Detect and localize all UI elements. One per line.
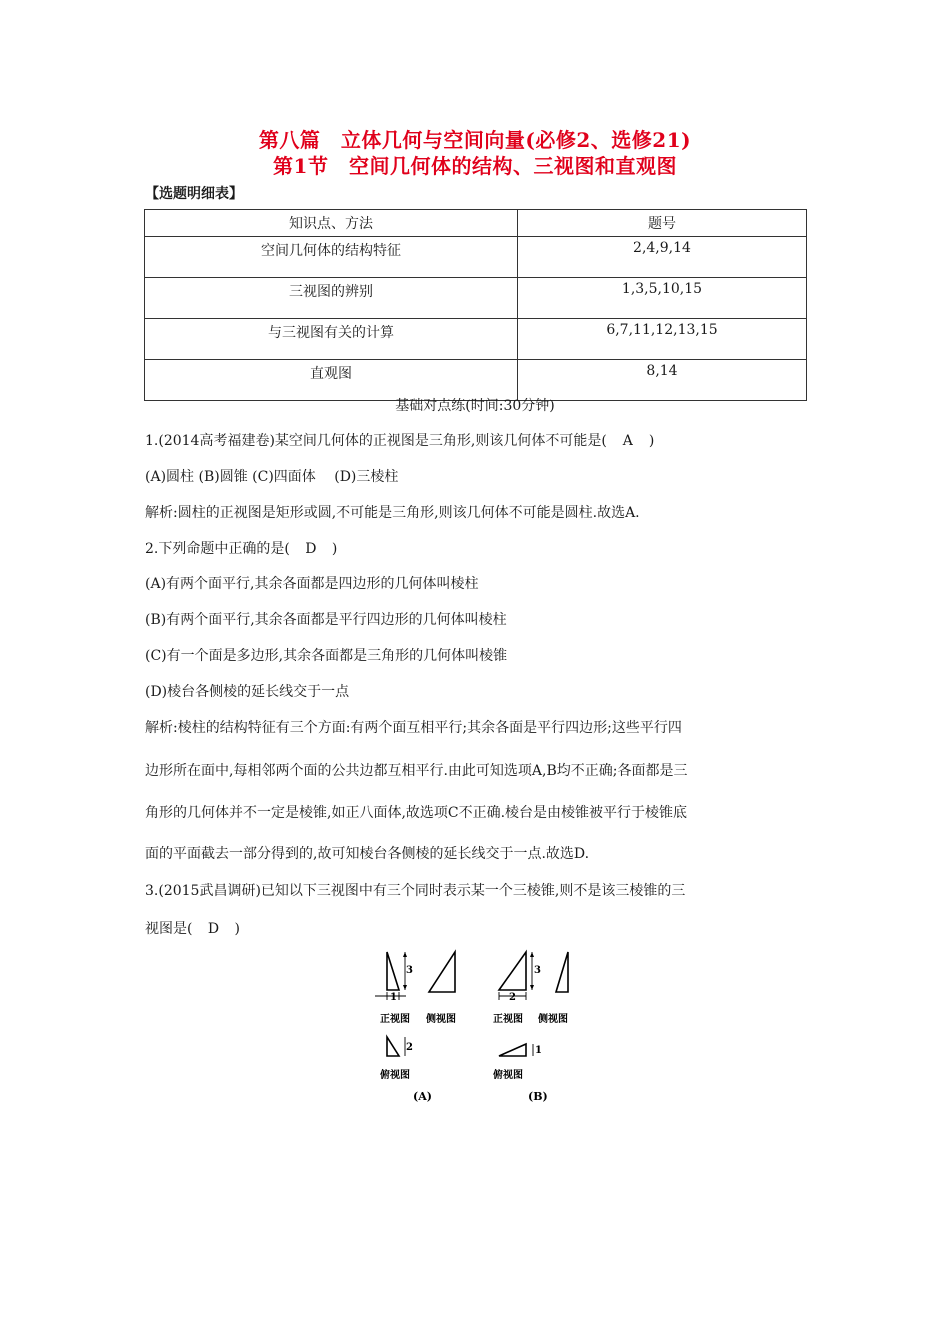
option-a-label: (A) <box>413 1090 432 1103</box>
b-top-dim-value: 1 <box>535 1045 542 1056</box>
q2-analysis-line: 面的平面截去一部分得到的,故可知棱台各侧棱的延长线交于一点.故选D. <box>145 846 590 862</box>
a-top-dim-value: 2 <box>406 1042 413 1053</box>
table-caption: 【选题明细表】 <box>145 186 243 202</box>
a-width-value: 1 <box>390 992 397 1003</box>
q2-stem-text: 2.下列命题中正确的是( <box>145 541 290 557</box>
b-height-value: 3 <box>534 965 541 976</box>
three-view-figure <box>370 948 590 1108</box>
b-top-view-triangle <box>499 1044 526 1056</box>
a-side-label: 侧视图 <box>426 1014 456 1025</box>
table-header-topic: 知识点、方法 <box>145 210 518 237</box>
b-front-label: 正视图 <box>493 1014 523 1025</box>
q2-answer: D <box>305 541 317 557</box>
q1-answer: A <box>622 433 633 449</box>
q2-analysis-line: 解析:棱柱的结构特征有三个方面:有两个面互相平行;其余各面是平行四边形;这些平行四 <box>145 720 682 736</box>
section-title: 第1节 空间几何体的结构、三视图和直观图 <box>273 154 677 178</box>
q3-answer: D <box>207 921 220 937</box>
table-cell-numbers: 1,3,5,10,15 <box>518 278 807 319</box>
q2-option-a: (A)有两个面平行,其余各面都是四边形的几何体叫棱柱 <box>145 576 479 592</box>
q1-analysis: 解析:圆柱的正视图是矩形或圆,不可能是三角形,则该几何体不可能是圆柱.故选A. <box>145 505 640 521</box>
table-cell-topic: 与三视图有关的计算 <box>145 319 518 360</box>
q3-close: ) <box>234 921 240 937</box>
q2-option-c: (C)有一个面是多边形,其余各面都是三角形的几何体叫棱锥 <box>145 648 508 664</box>
a-height-arrow-bottom <box>403 985 407 990</box>
q1-stem-text: 1.(2014高考福建卷)某空间几何体的正视图是三角形,则该几何体不可能是( <box>145 433 607 449</box>
a-top-label: 俯视图 <box>380 1070 410 1081</box>
b-height-arrow-bottom <box>530 985 534 990</box>
a-top-view-triangle <box>387 1037 399 1056</box>
q2-analysis-line: 角形的几何体并不一定是棱锥,如正八面体,故选项C不正确.棱台是由棱锥被平行于棱锥底 <box>145 805 688 821</box>
b-top-label: 俯视图 <box>493 1070 523 1081</box>
b-side-view-triangle <box>556 952 568 992</box>
table-cell-numbers: 8,14 <box>518 360 807 401</box>
q1-stem <box>145 430 654 450</box>
a-front-view-triangle <box>387 952 399 990</box>
q2-option-b: (B)有两个面平行,其余各面都是平行四边形的几何体叫棱柱 <box>145 612 507 628</box>
table-cell-topic: 三视图的辨别 <box>145 278 518 319</box>
b-width-value: 2 <box>509 992 516 1003</box>
q2-analysis-line: 边形所在面中,每相邻两个面的公共边都互相平行.由此可知选项A,B均不正确;各面都是三 <box>145 763 688 779</box>
table-header-question-numbers: 题号 <box>518 210 807 237</box>
q2-stem <box>145 538 337 558</box>
q3-stem-line2 <box>145 918 240 938</box>
figure-labels <box>380 965 568 1103</box>
practice-subtitle: 基础对点练(时间:30分钟) <box>395 398 555 414</box>
a-height-value: 3 <box>406 965 413 976</box>
q3-stem-text: 视图是( <box>145 921 193 937</box>
chapter-title: 第八篇 立体几何与空间向量(必修2、选修21) <box>258 128 692 152</box>
a-side-view-triangle <box>429 952 455 992</box>
table-row <box>145 319 807 360</box>
table-cell-topic: 空间几何体的结构特征 <box>145 237 518 278</box>
q1-close: ) <box>648 433 655 449</box>
q2-option-d: (D)棱台各侧棱的延长线交于一点 <box>145 684 350 700</box>
a-front-label: 正视图 <box>380 1014 410 1025</box>
table-row <box>145 278 807 319</box>
a-height-arrow-top <box>403 952 407 957</box>
topic-table <box>144 209 807 401</box>
q3-stem-line1: 3.(2015武昌调研)已知以下三视图中有三个同时表示某一个三棱锥,则不是该三棱锥的三 <box>145 883 686 899</box>
q2-close: ) <box>331 541 338 557</box>
table-row <box>145 237 807 278</box>
q1-options: (A)圆柱 (B)圆锥 (C)四面体 (D)三棱柱 <box>145 469 399 485</box>
table-cell-numbers: 6,7,11,12,13,15 <box>518 319 807 360</box>
option-b-label: (B) <box>528 1090 548 1103</box>
table-cell-topic: 直观图 <box>145 360 518 401</box>
table-header-row <box>145 210 807 237</box>
b-side-label: 侧视图 <box>538 1014 568 1025</box>
table-cell-numbers: 2,4,9,14 <box>518 237 807 278</box>
b-height-arrow-top <box>530 952 534 957</box>
b-front-view-triangle <box>499 952 526 990</box>
